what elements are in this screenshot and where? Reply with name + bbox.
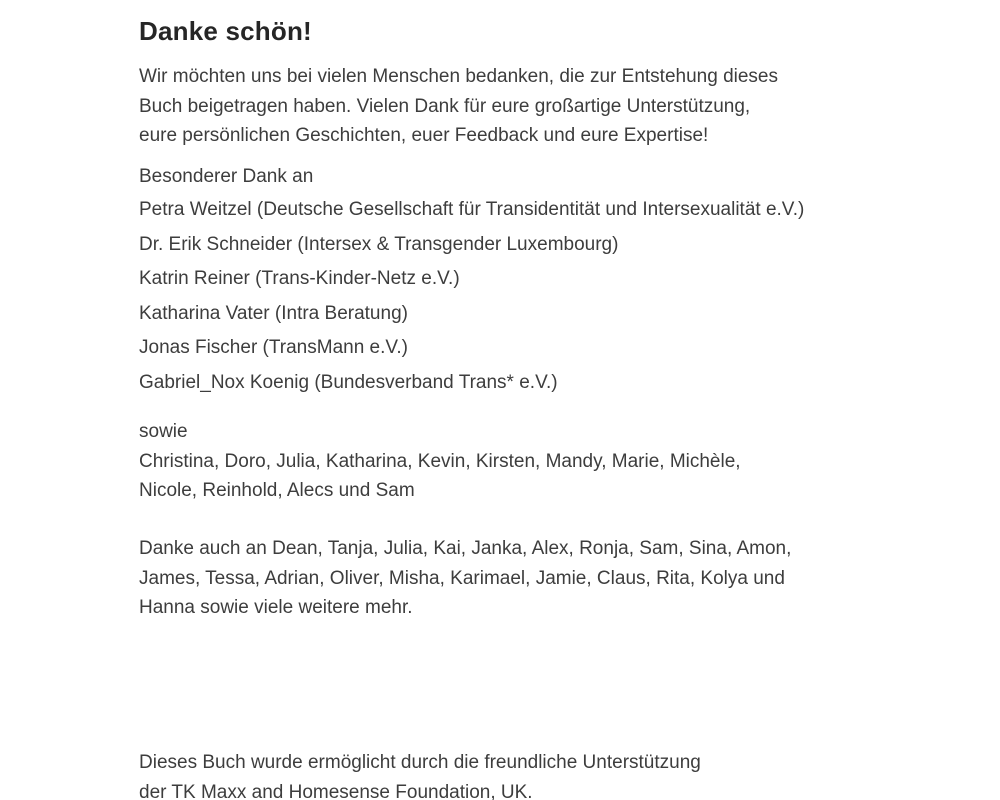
intro-line: Buch beigetragen haben. Vielen Dank für eure großartige Unterstützung, xyxy=(139,95,751,117)
also-thanks-line: Nicole, Reinhold, Alecs und Sam xyxy=(139,480,415,501)
further-thanks-line: Hanna sowie viele weitere mehr. xyxy=(139,597,413,618)
thanks-entry: Katharina Vater (Intra Beratung) xyxy=(139,302,408,324)
intro-line: Wir möchten uns bei vielen Menschen bedanken, die zur Entstehung dieses xyxy=(139,66,778,87)
funding-note-line: der TK Maxx and Homesense Foundation, UK. xyxy=(139,781,533,800)
thanks-entry: Katrin Reiner (Trans-Kinder-Netz e.V.) xyxy=(139,268,460,289)
thanks-entry: Jonas Fischer (TransMann e.V.) xyxy=(139,337,408,358)
thanks-entry: Gabriel_Nox Koenig (Bundesverband Trans* e.V.) xyxy=(139,371,558,393)
thanks-entry: Dr. Erik Schneider (Intersex & Transgender Luxembourg) xyxy=(139,233,619,255)
funding-note xyxy=(139,748,879,800)
further-thanks-paragraph xyxy=(139,534,879,623)
also-thanks-paragraph xyxy=(139,417,879,506)
further-thanks-line: James, Tessa, Adrian, Oliver, Misha, Karimael, Jamie, Claus, Rita, Kolya und xyxy=(139,567,785,589)
intro-paragraph xyxy=(139,62,879,151)
thanks-entry: Petra Weitzel (Deutsche Gesellschaft für Transidentität und Intersexualität e.V.) xyxy=(139,199,805,220)
special-thanks-list xyxy=(139,193,879,400)
funding-note-line: Dieses Buch wurde ermöglicht durch die freundliche Unterstützung xyxy=(139,752,701,773)
also-thanks-line: Christina, Doro, Julia, Katharina, Kevin, Kirsten, Mandy, Marie, Michèle, xyxy=(139,450,741,472)
further-thanks-line: Danke auch an Dean, Tanja, Julia, Kai, Janka, Alex, Ronja, Sam, Sina, Amon, xyxy=(139,538,792,559)
page-title: Danke schön! xyxy=(139,16,312,47)
special-thanks-lead-in: Besonderer Dank an xyxy=(139,166,314,187)
also-thanks-lead-in: sowie xyxy=(139,421,188,442)
intro-line: eure persönlichen Geschichten, euer Feedback und eure Expertise! xyxy=(139,125,709,146)
